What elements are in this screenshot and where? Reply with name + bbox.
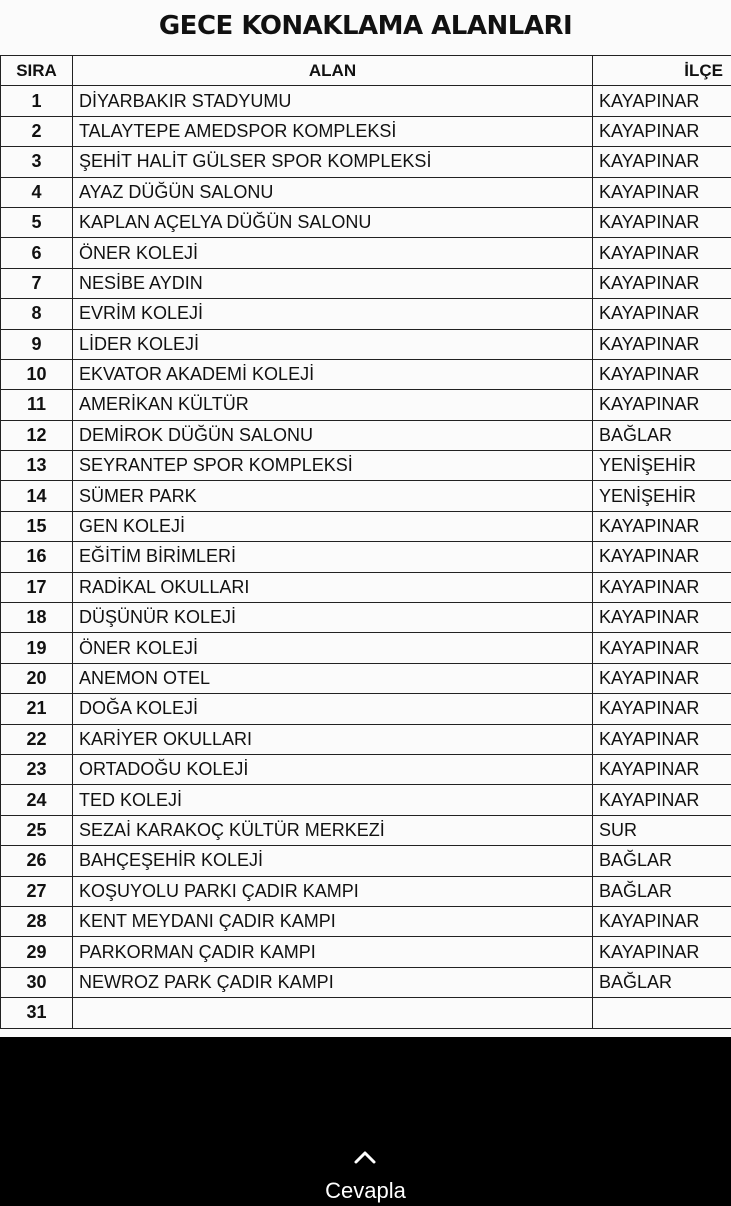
row-ilce: KAYAPINAR — [593, 511, 731, 541]
row-ilce: KAYAPINAR — [593, 572, 731, 602]
table-row — [1, 177, 731, 207]
row-number: 15 — [1, 511, 73, 541]
row-ilce: KAYAPINAR — [593, 937, 731, 967]
row-number: 4 — [1, 177, 73, 207]
table-row — [1, 694, 731, 724]
table-row — [1, 481, 731, 511]
table-row — [1, 967, 731, 997]
row-number: 12 — [1, 420, 73, 450]
table-row — [1, 906, 731, 936]
row-alan: KAPLAN AÇELYA DÜĞÜN SALONU — [73, 207, 593, 237]
row-alan: EĞİTİM BİRİMLERİ — [73, 542, 593, 572]
column-header-alan: ALAN — [73, 56, 593, 86]
row-alan: AYAZ DÜĞÜN SALONU — [73, 177, 593, 207]
table-row — [1, 572, 731, 602]
row-alan: DOĞA KOLEJİ — [73, 694, 593, 724]
table-row — [1, 268, 731, 298]
page-title: GECE KONAKLAMA ALANLARI — [0, 6, 731, 46]
row-alan: TALAYTEPE AMEDSPOR KOMPLEKSİ — [73, 116, 593, 146]
table-row — [1, 359, 731, 389]
row-number: 20 — [1, 663, 73, 693]
table-row — [1, 603, 731, 633]
row-ilce: KAYAPINAR — [593, 238, 731, 268]
chevron-up-icon[interactable] — [352, 1146, 378, 1166]
row-alan: ŞEHİT HALİT GÜLSER SPOR KOMPLEKSİ — [73, 147, 593, 177]
row-number: 11 — [1, 390, 73, 420]
row-alan: BAHÇEŞEHİR KOLEJİ — [73, 846, 593, 876]
row-ilce: KAYAPINAR — [593, 116, 731, 146]
row-number: 22 — [1, 724, 73, 754]
row-ilce: KAYAPINAR — [593, 542, 731, 572]
row-alan: LİDER KOLEJİ — [73, 329, 593, 359]
table-row — [1, 815, 731, 845]
row-number: 28 — [1, 906, 73, 936]
row-alan: TED KOLEJİ — [73, 785, 593, 815]
row-number: 2 — [1, 116, 73, 146]
row-ilce: BAĞLAR — [593, 967, 731, 997]
table-header-row — [1, 56, 731, 86]
table-body — [1, 86, 731, 1028]
row-alan: KENT MEYDANI ÇADIR KAMPI — [73, 906, 593, 936]
row-ilce: KAYAPINAR — [593, 268, 731, 298]
row-alan: SEZAİ KARAKOÇ KÜLTÜR MERKEZİ — [73, 815, 593, 845]
table-row — [1, 238, 731, 268]
row-number: 24 — [1, 785, 73, 815]
row-number: 31 — [1, 998, 73, 1028]
column-header-sira: SIRA — [1, 56, 73, 86]
row-ilce — [593, 998, 731, 1028]
table-row — [1, 754, 731, 784]
row-number: 25 — [1, 815, 73, 845]
row-number: 5 — [1, 207, 73, 237]
row-alan: AMERİKAN KÜLTÜR — [73, 390, 593, 420]
table-row — [1, 329, 731, 359]
row-ilce: KAYAPINAR — [593, 754, 731, 784]
lodging-table — [0, 55, 731, 1029]
table-row — [1, 86, 731, 116]
row-number: 1 — [1, 86, 73, 116]
row-alan: NESİBE AYDIN — [73, 268, 593, 298]
row-number: 3 — [1, 147, 73, 177]
table-row — [1, 937, 731, 967]
row-ilce: KAYAPINAR — [593, 724, 731, 754]
row-ilce: KAYAPINAR — [593, 299, 731, 329]
row-alan: ANEMON OTEL — [73, 663, 593, 693]
table-row — [1, 420, 731, 450]
row-ilce: KAYAPINAR — [593, 207, 731, 237]
row-ilce: KAYAPINAR — [593, 785, 731, 815]
row-number: 30 — [1, 967, 73, 997]
row-alan: KARİYER OKULLARI — [73, 724, 593, 754]
table-row — [1, 390, 731, 420]
reply-button[interactable]: Cevapla — [0, 1176, 731, 1206]
row-number: 27 — [1, 876, 73, 906]
table-row — [1, 633, 731, 663]
row-ilce: KAYAPINAR — [593, 390, 731, 420]
row-number: 16 — [1, 542, 73, 572]
table-row — [1, 785, 731, 815]
row-ilce: KAYAPINAR — [593, 147, 731, 177]
row-ilce: KAYAPINAR — [593, 906, 731, 936]
table-row — [1, 846, 731, 876]
row-alan: RADİKAL OKULLARI — [73, 572, 593, 602]
table-row — [1, 876, 731, 906]
table-row — [1, 451, 731, 481]
row-ilce: KAYAPINAR — [593, 633, 731, 663]
table-row — [1, 116, 731, 146]
row-alan: EVRİM KOLEJİ — [73, 299, 593, 329]
table-row — [1, 299, 731, 329]
row-alan: SEYRANTEP SPOR KOMPLEKSİ — [73, 451, 593, 481]
row-alan: ÖNER KOLEJİ — [73, 633, 593, 663]
row-ilce: KAYAPINAR — [593, 329, 731, 359]
row-alan — [73, 998, 593, 1028]
row-ilce: KAYAPINAR — [593, 177, 731, 207]
row-ilce: BAĞLAR — [593, 876, 731, 906]
row-number: 7 — [1, 268, 73, 298]
row-ilce: SUR — [593, 815, 731, 845]
row-number: 29 — [1, 937, 73, 967]
table-row — [1, 511, 731, 541]
row-alan: ÖNER KOLEJİ — [73, 238, 593, 268]
row-number: 26 — [1, 846, 73, 876]
row-alan: DİYARBAKIR STADYUMU — [73, 86, 593, 116]
row-ilce: KAYAPINAR — [593, 603, 731, 633]
row-ilce: KAYAPINAR — [593, 694, 731, 724]
column-header-ilce: İLÇE — [593, 56, 731, 86]
row-alan: GEN KOLEJİ — [73, 511, 593, 541]
row-alan: ORTADOĞU KOLEJİ — [73, 754, 593, 784]
row-ilce: KAYAPINAR — [593, 663, 731, 693]
row-ilce: KAYAPINAR — [593, 359, 731, 389]
row-number: 23 — [1, 754, 73, 784]
table-row — [1, 207, 731, 237]
row-number: 18 — [1, 603, 73, 633]
row-number: 9 — [1, 329, 73, 359]
row-number: 14 — [1, 481, 73, 511]
row-alan: DÜŞÜNÜR KOLEJİ — [73, 603, 593, 633]
row-ilce: KAYAPINAR — [593, 86, 731, 116]
row-alan: PARKORMAN ÇADIR KAMPI — [73, 937, 593, 967]
table-row — [1, 147, 731, 177]
table-row — [1, 542, 731, 572]
row-ilce: BAĞLAR — [593, 420, 731, 450]
row-number: 13 — [1, 451, 73, 481]
table-row — [1, 998, 731, 1028]
row-number: 6 — [1, 238, 73, 268]
row-ilce: YENİŞEHİR — [593, 481, 731, 511]
row-alan: NEWROZ PARK ÇADIR KAMPI — [73, 967, 593, 997]
row-alan: KOŞUYOLU PARKI ÇADIR KAMPI — [73, 876, 593, 906]
row-number: 10 — [1, 359, 73, 389]
table-row — [1, 663, 731, 693]
row-alan: EKVATOR AKADEMİ KOLEJİ — [73, 359, 593, 389]
row-number: 19 — [1, 633, 73, 663]
row-number: 17 — [1, 572, 73, 602]
table-row — [1, 724, 731, 754]
row-alan: DEMİROK DÜĞÜN SALONU — [73, 420, 593, 450]
row-alan: SÜMER PARK — [73, 481, 593, 511]
row-ilce: BAĞLAR — [593, 846, 731, 876]
row-number: 8 — [1, 299, 73, 329]
row-ilce: YENİŞEHİR — [593, 451, 731, 481]
row-number: 21 — [1, 694, 73, 724]
